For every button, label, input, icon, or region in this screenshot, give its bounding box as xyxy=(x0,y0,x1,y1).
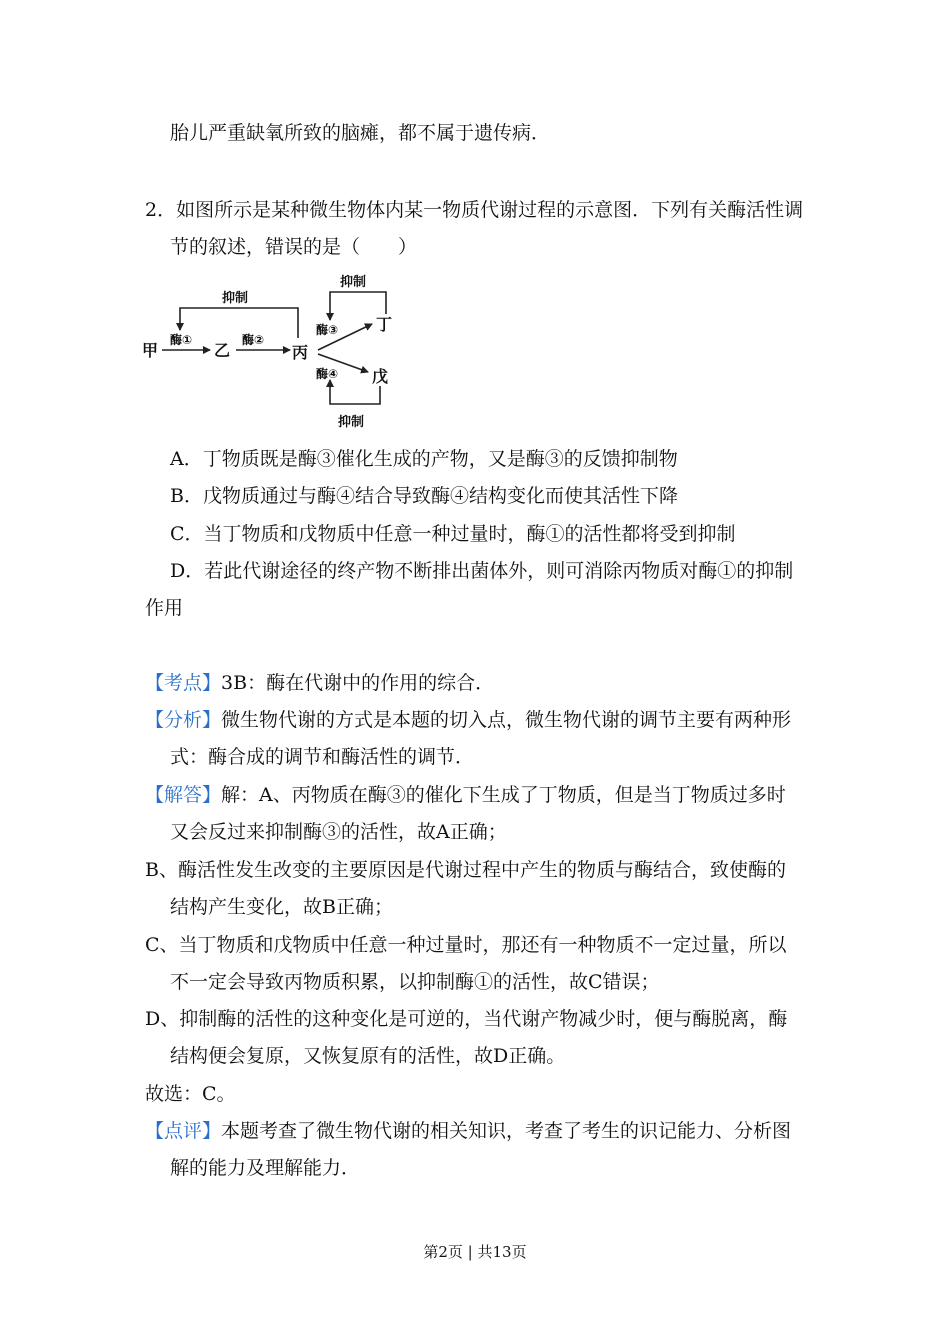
dianping-row xyxy=(145,1118,791,1144)
option-d-line-2: 作用 xyxy=(145,597,184,619)
dianping-line-2: 解的能力及理解能力． xyxy=(170,1157,361,1179)
answer: 故选：C。 xyxy=(145,1083,236,1105)
jieda-b-line-1: B、酶活性发生改变的主要原因是代谢过程中产生的物质与酶结合，致使酶的 xyxy=(145,859,786,881)
metabolic-pathway-diagram xyxy=(140,268,410,438)
fenxi-label: 【分析】 xyxy=(145,709,222,731)
jieda-b-line-2: 结构产生变化，故B正确； xyxy=(170,896,393,918)
jieda-d-line-1: D、抑制酶的活性的这种变化是可逆的，当代谢产物减少时，便与酶脱离，酶 xyxy=(145,1008,788,1030)
node-yi: 乙 xyxy=(214,341,231,360)
kaodian-text: 3B：酶在代谢中的作用的综合． xyxy=(221,672,495,694)
page-footer: 第2页 | 共13页 xyxy=(423,1243,527,1261)
jieda-c-line-1: C、当丁物质和戊物质中任意一种过量时，那还有一种物质不一定过量，所以 xyxy=(145,934,787,956)
fenxi-line-2: 式：酶合成的调节和酶活性的调节． xyxy=(170,746,475,768)
node-ding: 丁 xyxy=(376,315,393,334)
dianping-label: 【点评】 xyxy=(145,1120,222,1142)
label-enzyme-3: 酶③ xyxy=(316,323,339,337)
node-wu: 戊 xyxy=(372,367,389,386)
jieda-line-2: 又会反过来抑制酶③的活性，故A正确； xyxy=(170,821,507,843)
jieda-d-line-2: 结构便会复原，又恢复原有的活性，故D正确。 xyxy=(170,1045,566,1067)
option-b: B．戊物质通过与酶④结合导致酶④结构变化而使其活性下降 xyxy=(170,485,678,507)
jieda-label: 【解答】 xyxy=(145,784,222,806)
inhibit-top-line xyxy=(180,308,298,338)
dianping-line-1: 本题考查了微生物代谢的相关知识，考查了考生的识记能力、分析图 xyxy=(221,1120,792,1142)
label-inhibit-ding: 抑制 xyxy=(340,275,367,290)
option-c: C．当丁物质和戊物质中任意一种过量时，酶①的活性都将受到抑制 xyxy=(170,523,736,545)
question-line-1: 2．如图所示是某种微生物体内某一物质代谢过程的示意图．下列有关酶活性调 xyxy=(145,199,804,221)
jieda-line-1: 解：A、丙物质在酶③的催化下生成了丁物质，但是当丁物质过多时 xyxy=(221,784,786,806)
label-enzyme-4: 酶④ xyxy=(316,367,339,381)
fenxi-row xyxy=(145,707,791,733)
label-inhibit-top: 抑制 xyxy=(222,291,249,306)
kaodian-row xyxy=(145,670,494,696)
label-enzyme-2: 酶② xyxy=(242,333,265,347)
label-inhibit-wu: 抑制 xyxy=(338,415,365,430)
prev-text: 胎儿严重缺氧所致的脑瘫，都不属于遗传病． xyxy=(170,122,551,144)
question-line-2: 节的叙述，错误的是（ ） xyxy=(170,236,418,258)
jieda-c-line-2: 不一定会导致丙物质积累，以抑制酶①的活性，故C错误； xyxy=(170,971,660,993)
jieda-row xyxy=(145,782,786,808)
fenxi-line-1: 微生物代谢的方式是本题的切入点，微生物代谢的调节主要有两种形 xyxy=(221,709,792,731)
kaodian-label: 【考点】 xyxy=(145,672,222,694)
option-a: A．丁物质既是酶③催化生成的产物，又是酶③的反馈抑制物 xyxy=(170,448,678,470)
node-bing: 丙 xyxy=(292,343,309,362)
option-d-line-1: D．若此代谢途径的终产物不断排出菌体外，则可消除丙物质对酶①的抑制 xyxy=(170,560,794,582)
node-jia: 甲 xyxy=(142,341,159,360)
label-enzyme-1: 酶① xyxy=(170,333,193,347)
